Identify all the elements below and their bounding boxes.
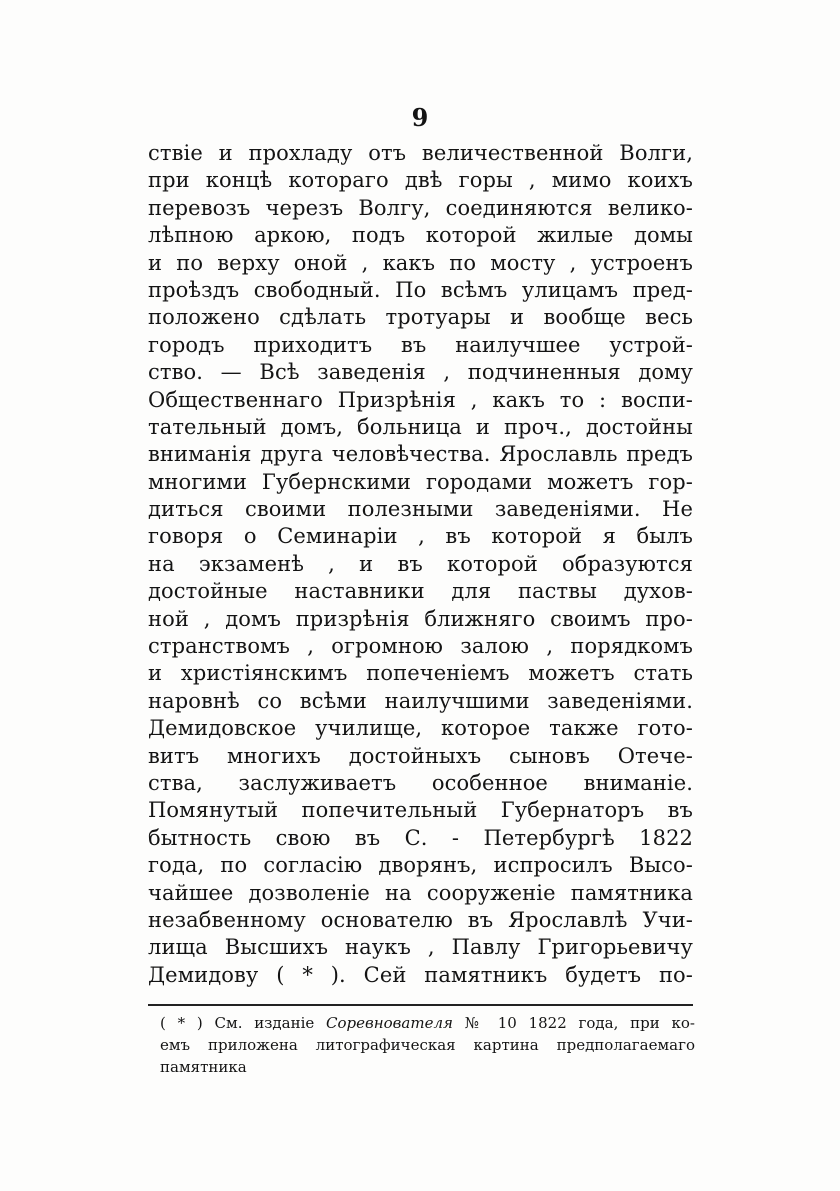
text-line: лища Высшихъ наукъ , Павлу Григорьевичу (148, 935, 693, 960)
text-line: ство. — Всѣ заведенія , подчиненныя дому (148, 360, 693, 385)
text-line: многими Губернскими городами можетъ гор- (148, 469, 693, 494)
footnote-text: См. изданіе (214, 1014, 315, 1032)
text-line: говоря о Семинаріи , въ которой я былъ (148, 524, 693, 549)
footnote (160, 1012, 695, 1078)
footnote-divider (148, 1004, 693, 1006)
text-line: вниманія друга человѣчества. Ярославль предъ (148, 442, 693, 467)
footnote-line: памятника (160, 1058, 247, 1076)
footnote-journal-title: Соревнователя (326, 1014, 453, 1032)
body-text (148, 140, 693, 989)
text-line: и по верху оной , какъ по мосту , устроенъ (148, 250, 693, 275)
text-line: ной , домъ призрѣнія ближняго своимъ про- (148, 606, 693, 631)
text-line: бытность свою въ С. - Петербургѣ 1822 (148, 825, 693, 850)
text-line: Помянутый попечительный Губернаторъ въ (148, 798, 693, 823)
text-line: наровнѣ со всѣми наилучшими заведеніями. (148, 688, 693, 713)
text-line: на экзаменѣ , и въ которой образуются (148, 551, 693, 576)
text-line: витъ многихъ достойныхъ сыновъ Отече- (148, 743, 693, 768)
text-line: Демидовское училище, которое также гото- (148, 716, 693, 741)
text-line: и христіянскимъ попеченіемъ можетъ стать (148, 661, 693, 686)
footnote-text: № 10 1822 года, при ко- (464, 1014, 695, 1032)
text-line: проѣздъ свободный. По всѣмъ улицамъ пред- (148, 277, 693, 302)
page-number: 9 (411, 103, 429, 132)
text-line: года, по согласію дворянъ, испросилъ Высо- (148, 853, 693, 878)
text-line: Общественнаго Призрѣнія , какъ то : воспи- (148, 387, 693, 412)
text-line: при концѣ котораго двѣ горы , мимо коихъ (148, 168, 693, 193)
footnote-line (160, 1012, 695, 1034)
text-line: положено сдѣлать тротуары и вообще весь (148, 305, 693, 330)
text-line: странствомъ , огромною залою , порядкомъ (148, 634, 693, 659)
footnote-marker: ( * ) (160, 1014, 203, 1032)
text-line: ствіе и прохладу отъ величественной Волги, (148, 141, 693, 165)
text-line: лѣпною аркою, подъ которой жилые домы (148, 223, 693, 248)
text-line: городъ приходитъ въ наилучшее устрой- (148, 332, 693, 357)
text-line: достойные наставники для паствы духов- (148, 579, 693, 604)
text-line: тательный домъ, больница и проч., достойны (148, 414, 693, 439)
footnote-line: емъ приложена литографическая картина предполагаемаго (160, 1036, 695, 1054)
text-line: ства, заслуживаетъ особенное вниманіе. (148, 770, 693, 795)
text-line: незабвенному основателю въ Ярославлѣ Учи- (148, 907, 693, 932)
text-line: диться своими полезными заведеніями. Не (148, 497, 693, 522)
text-line: перевозъ черезъ Волгу, соединяются велико- (148, 195, 693, 220)
text-line: Демидову ( * ). Сей памятникъ будетъ по- (148, 962, 693, 987)
text-line: чайшее дозволеніе на сооруженіе памятника (148, 880, 693, 905)
